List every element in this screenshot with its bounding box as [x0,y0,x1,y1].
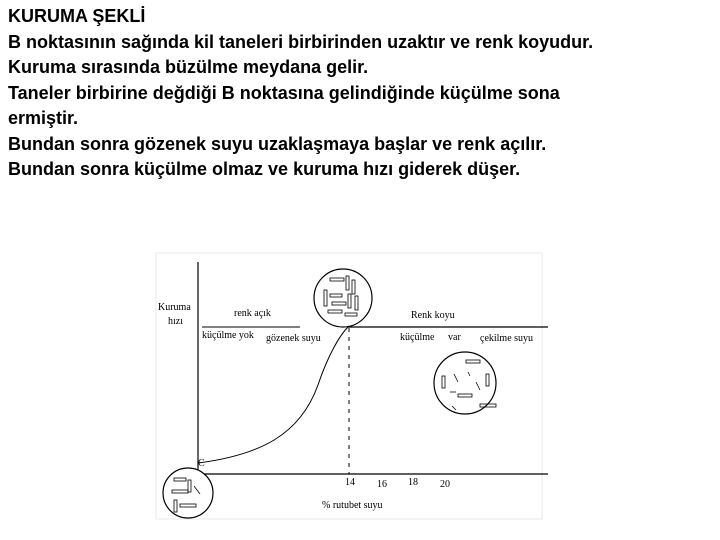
x-tick-16: 16 [377,479,387,490]
right-label-shrink: küçülme [400,332,435,343]
right-label-water: çekilme suyu [480,333,534,344]
right-label-present: var [448,332,461,343]
point-c-label: C [198,458,205,469]
particle-circle-b [314,269,372,327]
text-line-4: ermiştir. [8,108,79,128]
text-line-1: B noktasının sağında kil taneleri birbirinden uzaktır ve renk koyudur. [8,31,594,52]
left-label-color: renk açık [234,308,271,319]
x-tick-20: 20 [440,479,450,490]
y-axis-label-1: Kuruma [158,302,191,313]
drying-curve [198,327,348,463]
x-tick-14: 14 [345,477,355,488]
left-label-shrink: küçülme yok [202,330,254,341]
particle-circle-c [163,468,213,518]
right-label-color: Renk koyu [411,310,455,321]
page-title: KURUMA ŞEKLİ [8,6,146,26]
text-line-6: Bundan sonra küçülme olmaz ve kuruma hızı giderek düşer. [8,159,521,179]
text-line-3: Taneler birbirine değdiği B noktasına gelindiğinde küçülme sona [8,82,560,103]
text-line-5: Bundan sonra gözenek suyu uzaklaşmaya başlar ve renk açılır. [8,133,547,154]
left-label-pore-water: gözenek suyu [266,333,321,344]
y-axis-label-2: hızı [168,316,183,327]
text-line-2: Kuruma sırasında büzülme meydana gelir. [8,57,369,77]
drying-diagram [150,250,550,525]
x-tick-18: 18 [408,477,418,488]
x-axis-label: % rutubet suyu [322,500,383,511]
particle-circle-dispersed [434,352,496,414]
text-block [8,4,708,183]
